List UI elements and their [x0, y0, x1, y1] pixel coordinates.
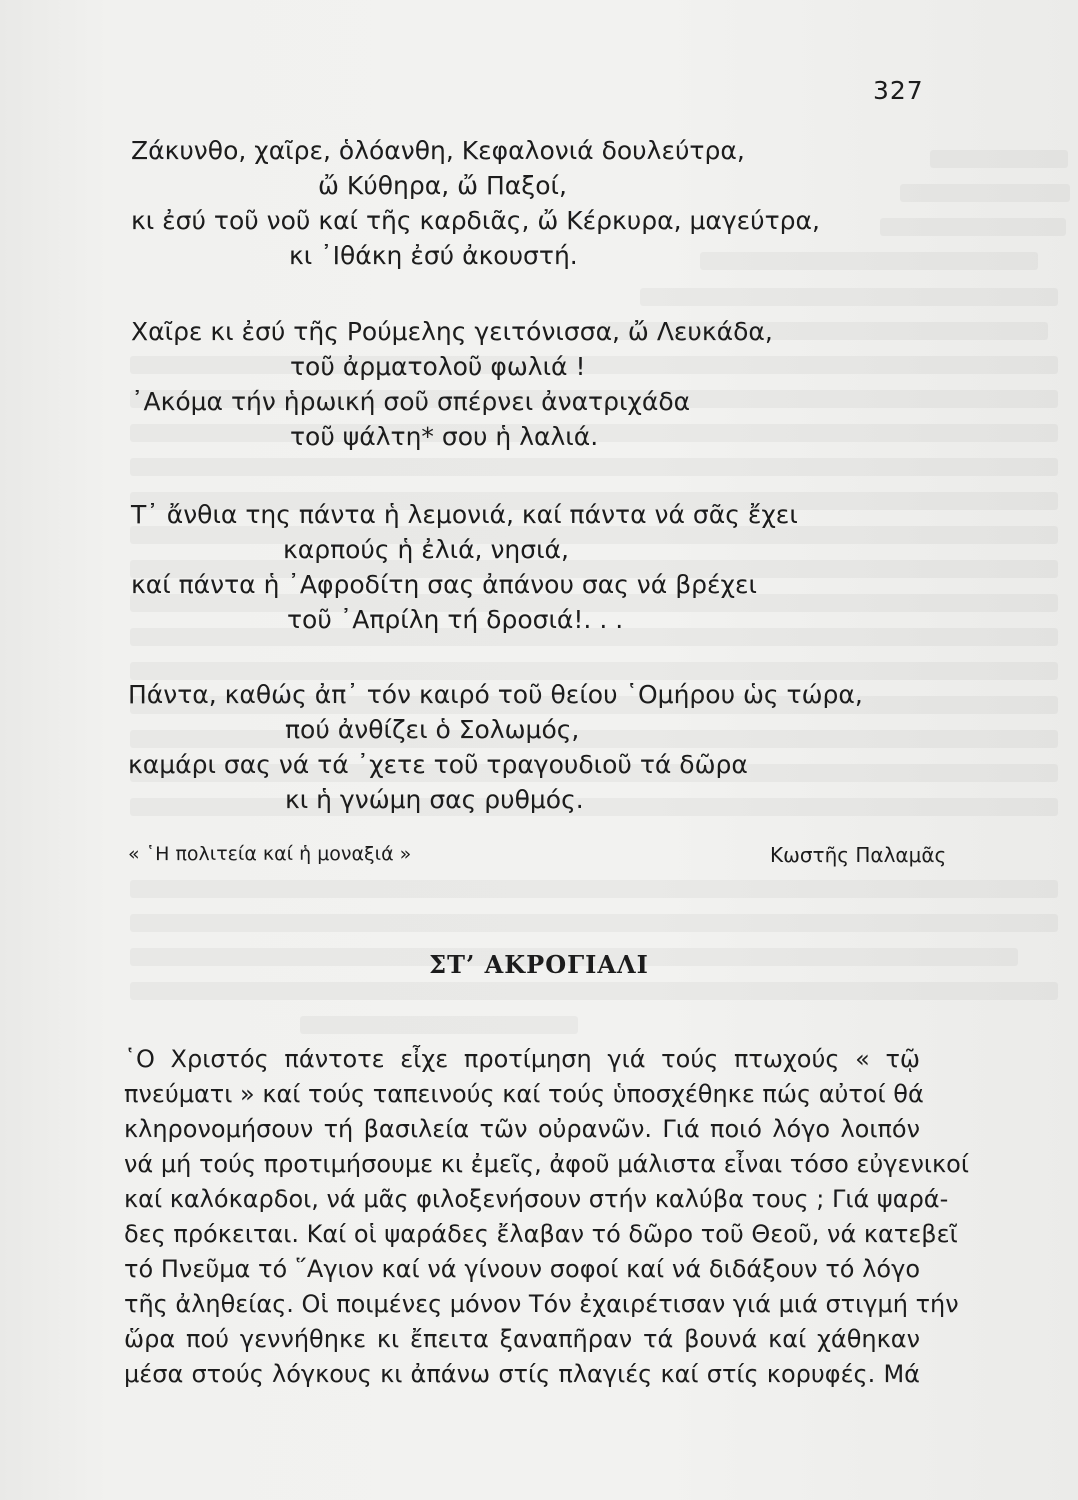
poem-line: καί πάντα ἡ ᾿Αφροδίτη σας ἀπάνου σας νά βρέχει [131, 570, 757, 599]
poem-line: πού ἀνθίζει ὁ Σολωμός, [285, 715, 580, 744]
section-heading: ΣΤ’ ΑΚΡΟΓΙΑΛΙ [429, 950, 649, 979]
poem-line: Ζάκυνθο, χαῖρε, ὁλόανθη, Κεφαλονιά δουλεύτρα, [131, 136, 745, 165]
body-line: πνεύματι » καί τούς ταπεινούς καί τούς ὑποσχέθηκε πώς αὐτοί θά [124, 1080, 924, 1108]
body-line: ὥρα πού γεννήθηκε κι ἔπειτα ξαναπῆραν τά βουνά καί χάθηκαν [124, 1325, 920, 1353]
poem-line: κι ᾿Ιθάκη ἐσύ ἀκουστή. [289, 241, 578, 270]
poem-line: καρπούς ἡ ἐλιά, νησιά, [283, 535, 569, 564]
body-line: καί καλόκαρδοι, νά μᾶς φιλοξενήσουν στήν καλύβα τους ; Γιά ψαρά- [124, 1185, 949, 1213]
poem-line: τοῦ ᾿Απρίλη τή δροσιά!. . . [287, 605, 624, 634]
body-line: δες πρόκειται. Καί οἱ ψαράδες ἔλαβαν τό δῶρο τοῦ Θεοῦ, νά κατεβεῖ [124, 1220, 958, 1248]
poem-line: τοῦ ψάλτη* σου ἡ λαλιά. [290, 422, 599, 451]
poem-author: Κωστῆς Παλαμᾶς [770, 843, 947, 867]
body-line: νά μή τούς προτιμήσουμε κι ἐμεῖς, ἀφοῦ μάλιστα εἶναι τόσο εὐγενικοί [124, 1150, 969, 1178]
body-line: τό Πνεῦμα τό ῞Αγιον καί νά γίνουν σοφοί καί νά διδάξουν τό λόγο [124, 1255, 920, 1283]
poem-citation: « ῾Η πολιτεία καί ἡ μοναξιά » [128, 843, 412, 865]
body-line: τῆς ἀληθείας. Οἱ ποιμένες μόνον Τόν ἐχαιρέτισαν γιά μιά στιγμή τήν [124, 1290, 959, 1318]
body-line: κληρονομήσουν τή βασιλεία τῶν οὐρανῶν. Γιά ποιό λόγο λοιπόν [124, 1115, 920, 1143]
poem-line: Χαῖρε κι ἐσύ τῆς Ρούμελης γειτόνισσα, ὤ Λευκάδα, [131, 317, 773, 346]
poem-line: τοῦ ἀρματολοῦ φωλιά ! [290, 352, 586, 381]
body-line: μέσα στούς λόγκους κι ἀπάνω στίς πλαγιές καί στίς κορυφές. Μά [124, 1360, 920, 1388]
poem-line: ὤ Κύθηρα, ὤ Παξοί, [318, 171, 567, 200]
poem-line: κι ἐσύ τοῦ νοῦ καί τῆς καρδιᾶς, ὤ Κέρκυρα, μαγεύτρα, [131, 206, 820, 235]
poem-line: Τ᾿ ἄνθια της πάντα ἡ λεμονιά, καί πάντα νά σᾶς ἔχει [131, 500, 798, 529]
body-line: ῾Ο Χριστός πάντοτε εἶχε προτίμηση γιά τούς πτωχούς « τῷ [124, 1045, 920, 1073]
poem-line: Πάντα, καθώς ἀπ᾿ τόν καιρό τοῦ θείου ῾Ομήρου ὡς τώρα, [128, 680, 863, 709]
page-number: 327 [873, 76, 924, 105]
poem-line: κι ἡ γνώμη σας ρυθμός. [285, 785, 584, 814]
poem-line: ᾿Ακόμα τήν ἡρωική σοῦ σπέρνει ἀνατριχάδα [131, 387, 691, 416]
poem-line: καμάρι σας νά τά ᾿χετε τοῦ τραγουδιοῦ τά δῶρα [128, 750, 748, 779]
